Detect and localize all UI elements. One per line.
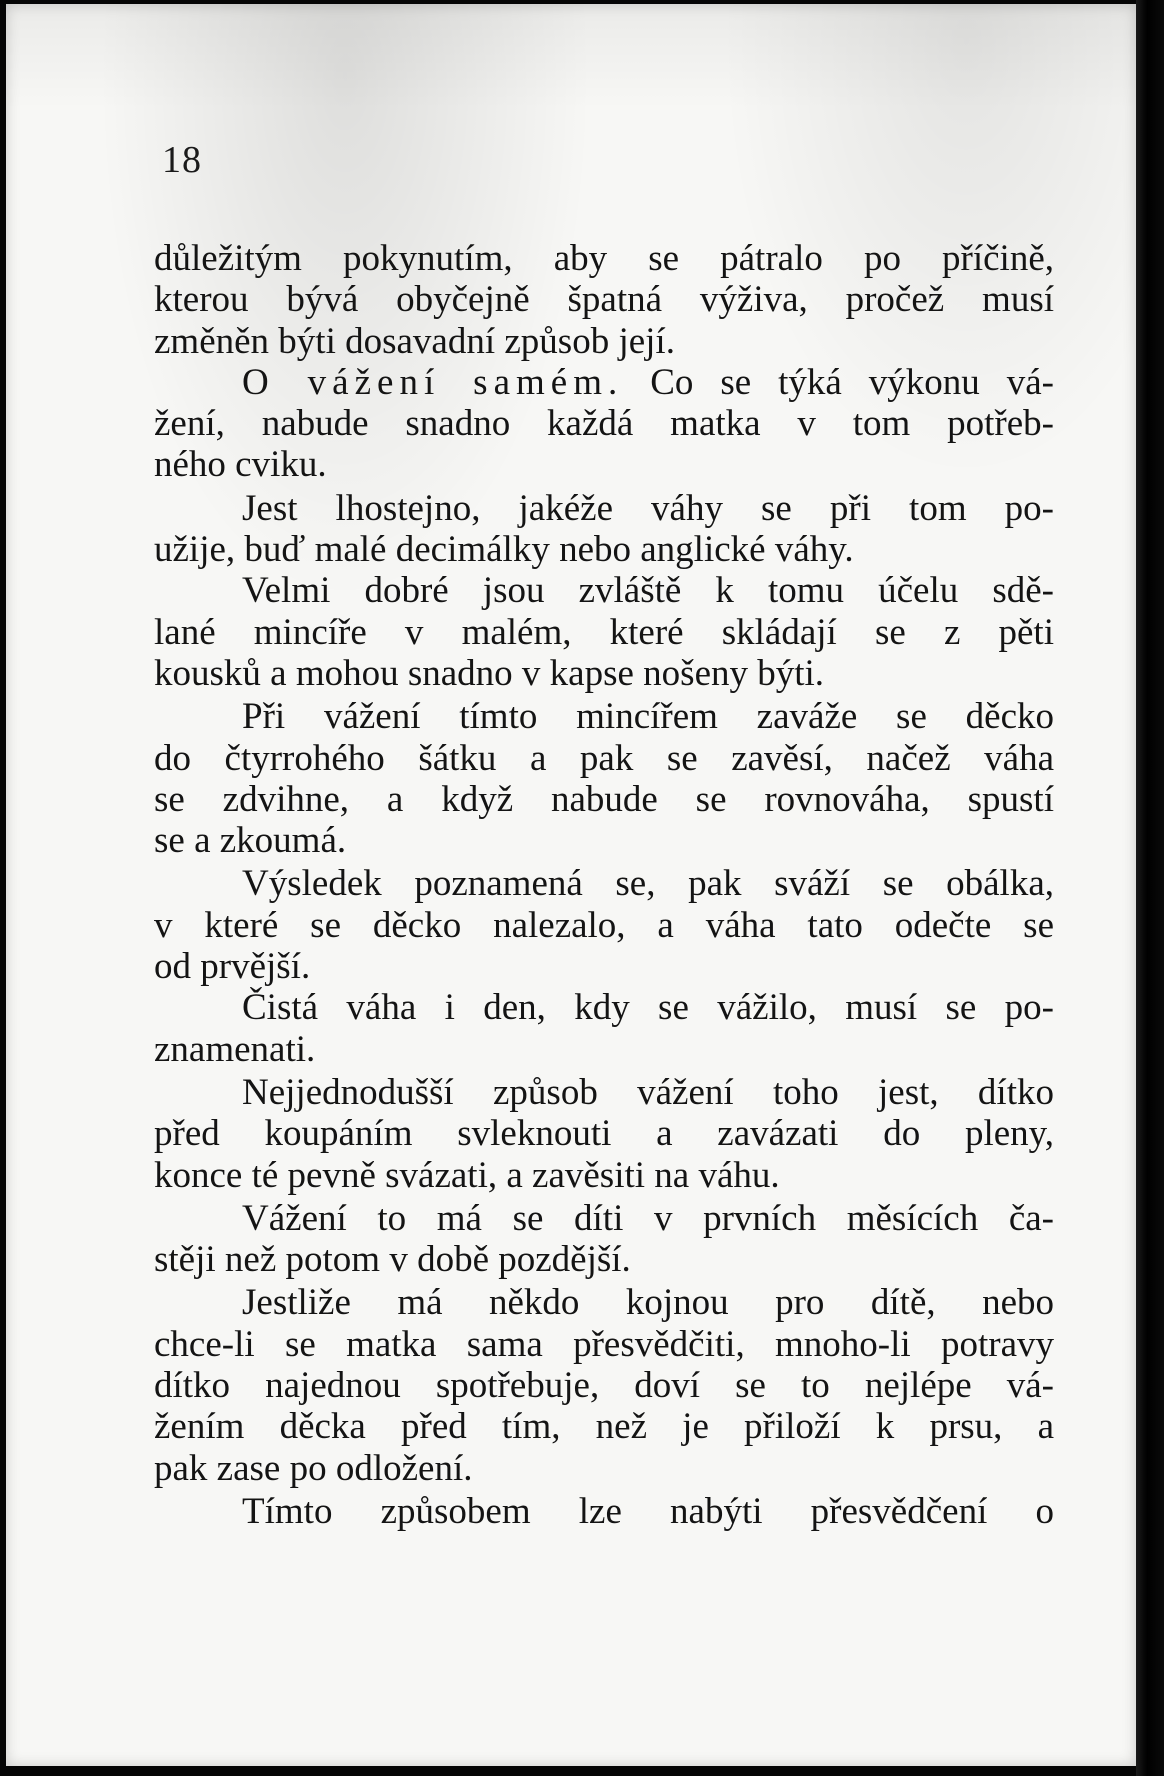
text-line: žením děcka před tím, než je přiloží k prsu, a bbox=[154, 1406, 1054, 1448]
text-line: před koupáním svleknouti a zavázati do pleny, bbox=[154, 1113, 1054, 1155]
text-line: Čistá váha i den, kdy se vážilo, musí se po- bbox=[242, 987, 1054, 1029]
text-line: dítko najednou spotřebuje, doví se to nejlépe vá- bbox=[154, 1365, 1054, 1407]
text-line: stěji než potom v době pozdější. bbox=[154, 1239, 631, 1281]
text-fragment: Co se týká výkonu vá- bbox=[623, 361, 1054, 403]
section-heading-inline: O vážení samém. bbox=[242, 361, 624, 403]
text-line: kousků a mohou snadno v kapse nošeny býti. bbox=[154, 652, 825, 694]
scan-edge-shadow bbox=[1136, 0, 1164, 1776]
text-line: užije, buď malé decimálky nebo anglické váhy. bbox=[154, 529, 854, 571]
text-line: Velmi dobré jsou zvláště k tomu účelu sdě- bbox=[242, 570, 1054, 612]
text-line: se a zkoumá. bbox=[154, 820, 347, 862]
text-line: lané mincíře v malém, které skládají se z pěti bbox=[154, 611, 1054, 653]
text-line bbox=[154, 362, 1054, 403]
text-line: se zdvihne, a když nabude se rovnováha, spustí bbox=[154, 778, 1054, 820]
text-line: Výsledek poznamená se, pak sváží se obálka, bbox=[242, 863, 1054, 905]
text-line: Nejjednodušší způsob vážení toho jest, dítko bbox=[242, 1071, 1054, 1113]
text-line: ného cviku. bbox=[154, 444, 327, 486]
text-line: Při vážení tímto mincířem zaváže se děcko bbox=[242, 696, 1054, 738]
text-line: v které se děcko nalezalo, a váha tato odečte se bbox=[154, 904, 1054, 946]
text-line: Jest lhostejno, jakéže váhy se při tom po- bbox=[242, 487, 1054, 529]
text-line: důležitým pokynutím, aby se pátralo po příčině, bbox=[154, 238, 1054, 279]
text-line: pak zase po odložení. bbox=[154, 1447, 473, 1489]
text-line: do čtyrrohého šátku a pak se zavěsí, načež váha bbox=[154, 737, 1054, 779]
body-text bbox=[154, 238, 1054, 1532]
text-line: od prvější. bbox=[154, 946, 311, 988]
text-line: Tímto způsobem lze nabýti přesvědčení o bbox=[242, 1490, 1054, 1532]
text-line: změněn býti dosavadní způsob její. bbox=[154, 320, 675, 362]
text-line: konce té pevně svázati, a zavěsiti na váhu. bbox=[154, 1154, 780, 1196]
text-line: chce-li se matka sama přesvědčiti, mnoho-li potravy bbox=[154, 1323, 1054, 1365]
text-line: Jestliže má někdo kojnou pro dítě, nebo bbox=[242, 1282, 1054, 1324]
text-line: znamenati. bbox=[154, 1028, 316, 1070]
text-line: kterou bývá obyčejně špatná výživa, pročež musí bbox=[154, 279, 1054, 321]
text-line: Vážení to má se díti v prvních měsících ča- bbox=[242, 1197, 1054, 1239]
text-line: žení, nabude snadno každá matka v tom potřeb- bbox=[154, 403, 1054, 445]
page-number: 18 bbox=[162, 139, 202, 181]
